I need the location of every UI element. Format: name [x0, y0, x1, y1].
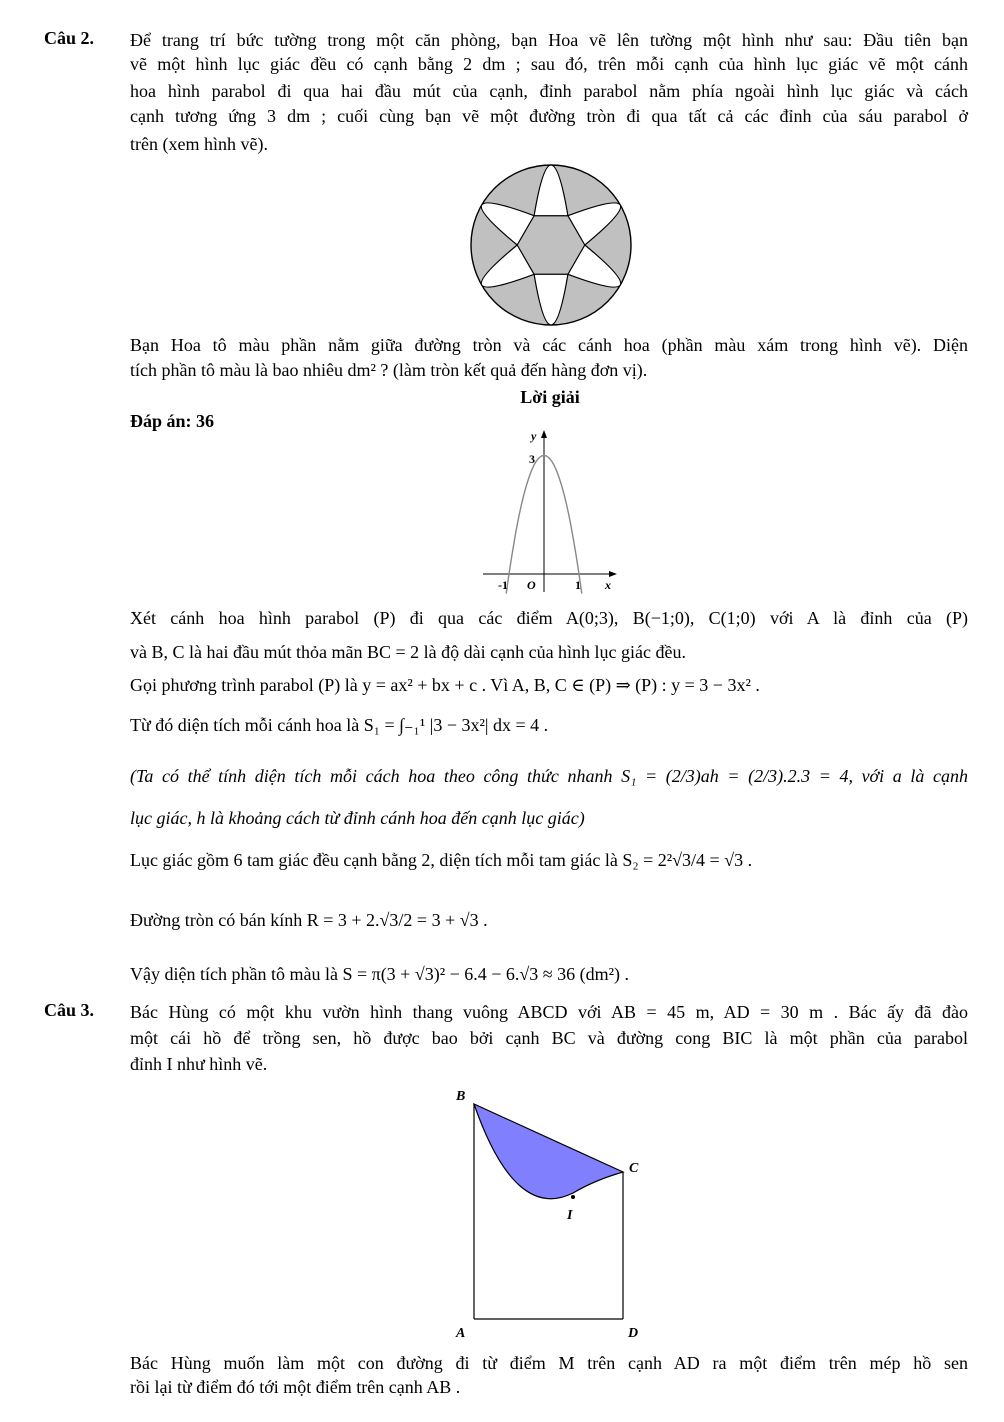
solution-title: Lời giải	[520, 387, 580, 407]
q2-label: Câu 2.	[44, 28, 95, 48]
q2-p2-line-2: tích phần tô màu là bao nhiêu dm² ? (làm tròn kết quả đến hàng đơn vị).	[130, 360, 648, 380]
sol-line-9: Vậy diện tích phần tô màu là S = π(3 + √3)² − 6.4 − 6.√3 ≈ 36 (dm²) .	[130, 964, 630, 984]
q3-label: Câu 3.	[44, 1000, 95, 1020]
q2-p2-line-1: Bạn Hoa tô màu phần nằm giữa đường tròn và các cánh hoa (phần màu xám trong hình vẽ). Diện	[130, 335, 968, 355]
x-axis-label: x	[605, 578, 611, 592]
label-B: B	[456, 1089, 466, 1104]
q2-p1-line-4: cạnh tương ứng 3 dm ; cuối cùng bạn vẽ một đường tròn đi qua tất cả các đỉnh của sáu parabol ở	[130, 106, 968, 126]
sol-line-4: Từ đó diện tích mỗi cánh hoa là S₁ = ∫₋₁¹ |3 − 3x²| dx = 4 .	[130, 715, 549, 735]
label-D: D	[628, 1326, 639, 1341]
sol-line-2: và B, C là hai đầu mút thỏa mãn BC = 2 là độ dài cạnh của hình lục giác đều.	[130, 642, 687, 662]
sol-line-1: Xét cánh hoa hình parabol (P) đi qua các điểm A(0;3), B(−1;0), C(1;0) với A là đỉnh của (P)	[130, 608, 968, 628]
y-tick-3: 3	[529, 452, 535, 466]
origin-label: O	[527, 578, 536, 592]
label-I: I	[567, 1208, 573, 1223]
garden-figure	[445, 1080, 655, 1345]
x-tick-1: 1	[575, 578, 581, 592]
sol-line-5: (Ta có thể tính diện tích mỗi cách hoa theo công thức nhanh S₁ = (2/3)ah = (2/3).2.3 = 4, với a là cạnh	[130, 766, 968, 786]
q3-p1-line-2: một cái hồ để trồng sen, hồ được bao bởi cạnh BC và đường cong BIC là một phần của parabol	[130, 1028, 968, 1048]
x-axis-arrow	[609, 571, 617, 577]
label-A: A	[456, 1326, 466, 1341]
sol-line-3: Gọi phương trình parabol (P) là y = ax² + bx + c . Vì A, B, C ∈ (P) ⇒ (P) : y = 3 − 3x² .	[130, 675, 760, 695]
q3-p2-line-2: rồi lại từ điểm đó tới một điểm trên cạnh AB .	[130, 1377, 461, 1397]
q3-p2-line-1: Bác Hùng muốn làm một con đường đi từ điểm M trên cạnh AD ra một điểm trên mép hồ sen	[130, 1353, 968, 1373]
label-C: C	[629, 1161, 639, 1176]
q2-p1-line-2: vẽ một hình lục giác đều có cạnh bằng 2 dm ; sau đó, trên mỗi cạnh của hình lục giác vẽ một cánh	[130, 54, 968, 74]
parabola-graph	[483, 427, 623, 597]
q2-p1-line-3: hoa hình parabol đi qua hai đầu mút của cạnh, đỉnh parabol nằm phía ngoài hình lục giác và cách	[130, 81, 968, 101]
answer: Đáp án: 36	[130, 411, 215, 431]
y-axis-label: y	[531, 429, 537, 443]
q2-p1-line-1: Để trang trí bức tường trong một căn phòng, bạn Hoa vẽ lên tường một hình như sau: Đầu tiên bạn	[130, 30, 968, 50]
sol-line-8: Đường tròn có bán kính R = 3 + 2.√3/2 = 3 + √3 .	[130, 910, 488, 930]
point-I	[571, 1195, 575, 1199]
sol-line-6: lục giác, h là khoảng cách từ đỉnh cánh hoa đến cạnh lục giác)	[130, 808, 585, 828]
q2-p1-line-5: trên (xem hình vẽ).	[130, 134, 268, 154]
sol-line-7: Lục giác gồm 6 tam giác đều cạnh bằng 2, diện tích mỗi tam giác là S₂ = 2²√3/4 = √3 .	[130, 850, 753, 870]
x-tick-minus1: -1	[498, 578, 508, 592]
q3-p1-line-3: đỉnh I như hình vẽ.	[130, 1054, 268, 1074]
flower-figure	[466, 160, 636, 330]
y-axis-arrow	[541, 430, 547, 438]
lake-region	[474, 1104, 623, 1199]
q3-p1-line-1: Bác Hùng có một khu vườn hình thang vuông ABCD với AB = 45 m, AD = 30 m . Bác ấy đã đào	[130, 1002, 968, 1022]
